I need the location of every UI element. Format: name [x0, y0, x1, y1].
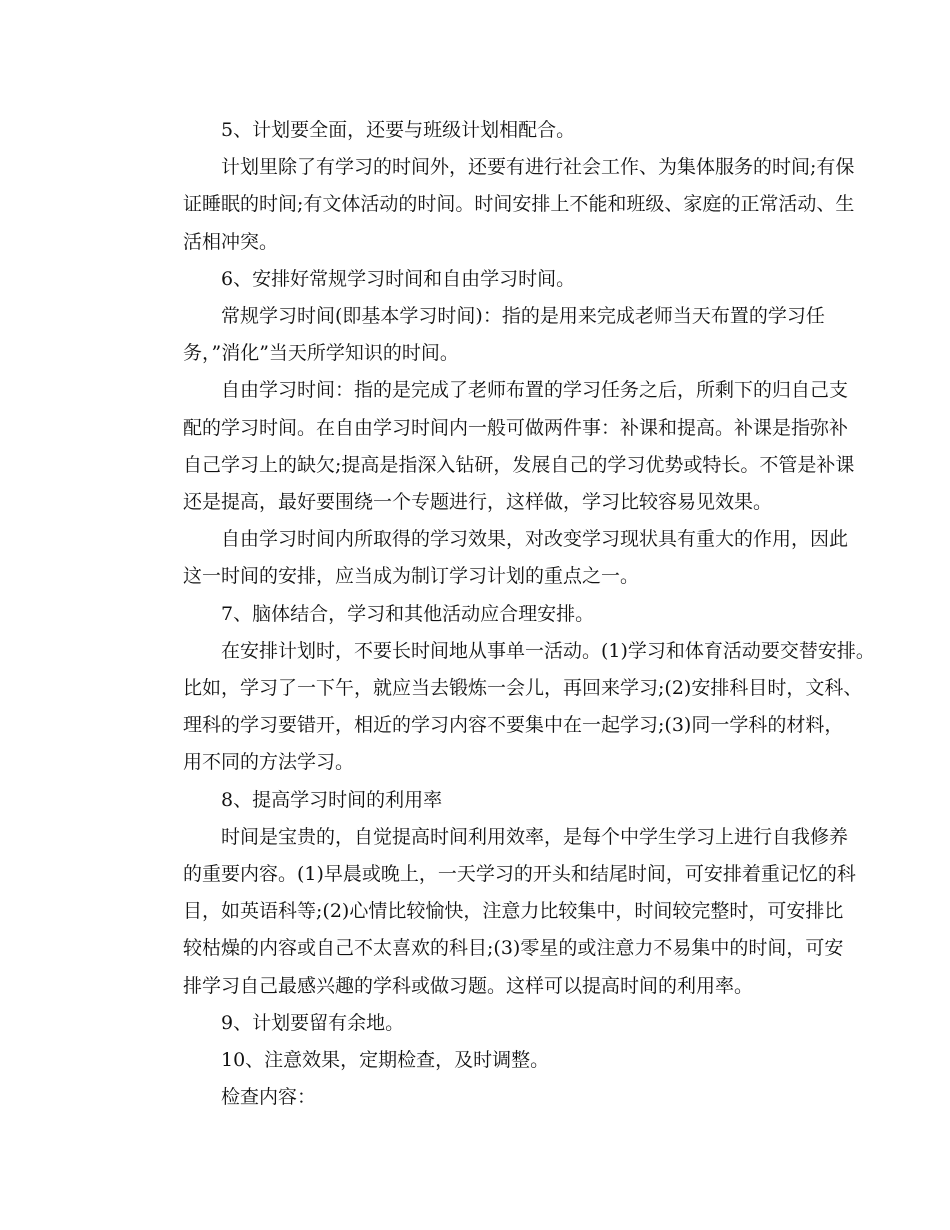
text-line: 目，如英语科等;(2)心情比较愉快，注意力比较集中，时间较完整时，可安排比 — [183, 900, 844, 923]
text-line: 证睡眠的时间;有文体活动的时间。时间安排上不能和班级、家庭的正常活动、生 — [183, 193, 855, 216]
text-line: 7、脑体结合，学习和其他活动应合理安排。 — [221, 602, 595, 625]
text-line: 8、提高学习时间的利用率 — [221, 788, 443, 811]
paragraph-heading-9 — [145, 1005, 815, 1042]
text-line: 常规学习时间(即基本学习时间)：指的是用来完成老师当天布置的学习任 — [221, 305, 825, 328]
paragraph-text — [145, 298, 825, 372]
paragraph-text — [145, 819, 856, 1005]
text-line: 计划里除了有学习的时间外，还要有进行社会工作、为集体服务的时间;有保 — [221, 156, 855, 179]
text-line: 时间是宝贵的，自觉提高时间利用效率，是每个中学生学习上进行自我修养 — [221, 825, 849, 848]
paragraph-heading-8 — [145, 782, 815, 819]
text-line: 自由学习时间内所取得的学习效果，对改变学习现状具有重大的作用，因此 — [221, 528, 849, 551]
text-line: 9、计划要留有余地。 — [221, 1011, 405, 1034]
text-line: 用不同的方法学习。 — [183, 751, 355, 774]
paragraph-heading-5 — [145, 112, 815, 149]
text-line: 自由学习时间：指的是完成了老师布置的学习任务之后，所剩下的归自己支 — [221, 379, 849, 402]
document-body — [145, 112, 875, 1116]
text-line: 6、安排好常规学习时间和自由学习时间。 — [221, 267, 576, 290]
text-line: 较枯燥的内容或自己不太喜欢的科目;(3)零星的或注意力不易集中的时间，可安 — [183, 937, 844, 960]
paragraph-text — [145, 372, 855, 521]
paragraph-text — [145, 149, 855, 261]
text-line: 配的学习时间。在自由学习时间内一般可做两件事：补课和提高。补课是指弥补 — [183, 416, 849, 439]
text-line: 理科的学习要错开，相近的学习内容不要集中在一起学习;(3)同一学科的材料， — [183, 714, 844, 737]
text-line: 比如，学习了一下午，就应当去锻炼一会儿，再回来学习;(2)安排科目时，文科、 — [183, 677, 863, 700]
text-line: 5、计划要全面，还要与班级计划相配合。 — [221, 119, 576, 141]
text-line: 活相冲突。 — [183, 230, 279, 253]
text-line: 排学习自己最感兴趣的学科或做习题。这样可以提高时间的利用率。 — [183, 974, 754, 997]
paragraph-text — [145, 633, 875, 782]
paragraph-heading-7 — [145, 596, 815, 633]
paragraph-heading-10 — [145, 1042, 815, 1079]
text-line: 的重要内容。(1)早晨或晚上，一天学习的开头和结尾时间，可安排着重记忆的科 — [183, 863, 856, 886]
paragraph-heading-6 — [145, 261, 815, 298]
text-line: 这一时间的安排，应当成为制订学习计划的重点之一。 — [183, 565, 640, 588]
paragraph-text — [145, 1079, 815, 1116]
paragraph-text — [145, 521, 849, 595]
text-line: 务，”消化”当天所学知识的时间。 — [183, 342, 459, 365]
text-line: 还是提高，最好要围绕一个专题进行，这样做，学习比较容易见效果。 — [183, 491, 773, 514]
text-line: 自己学习上的缺欠;提高是指深入钻研，发展自己的学习优势或特长。不管是补课 — [183, 453, 855, 476]
text-line: 检查内容： — [221, 1086, 317, 1109]
text-line: 10、注意效果，定期检查，及时调整。 — [221, 1049, 550, 1072]
text-line: 在安排计划时，不要长时间地从事单一活动。(1)学习和体育活动要交替安排。 — [221, 639, 875, 662]
